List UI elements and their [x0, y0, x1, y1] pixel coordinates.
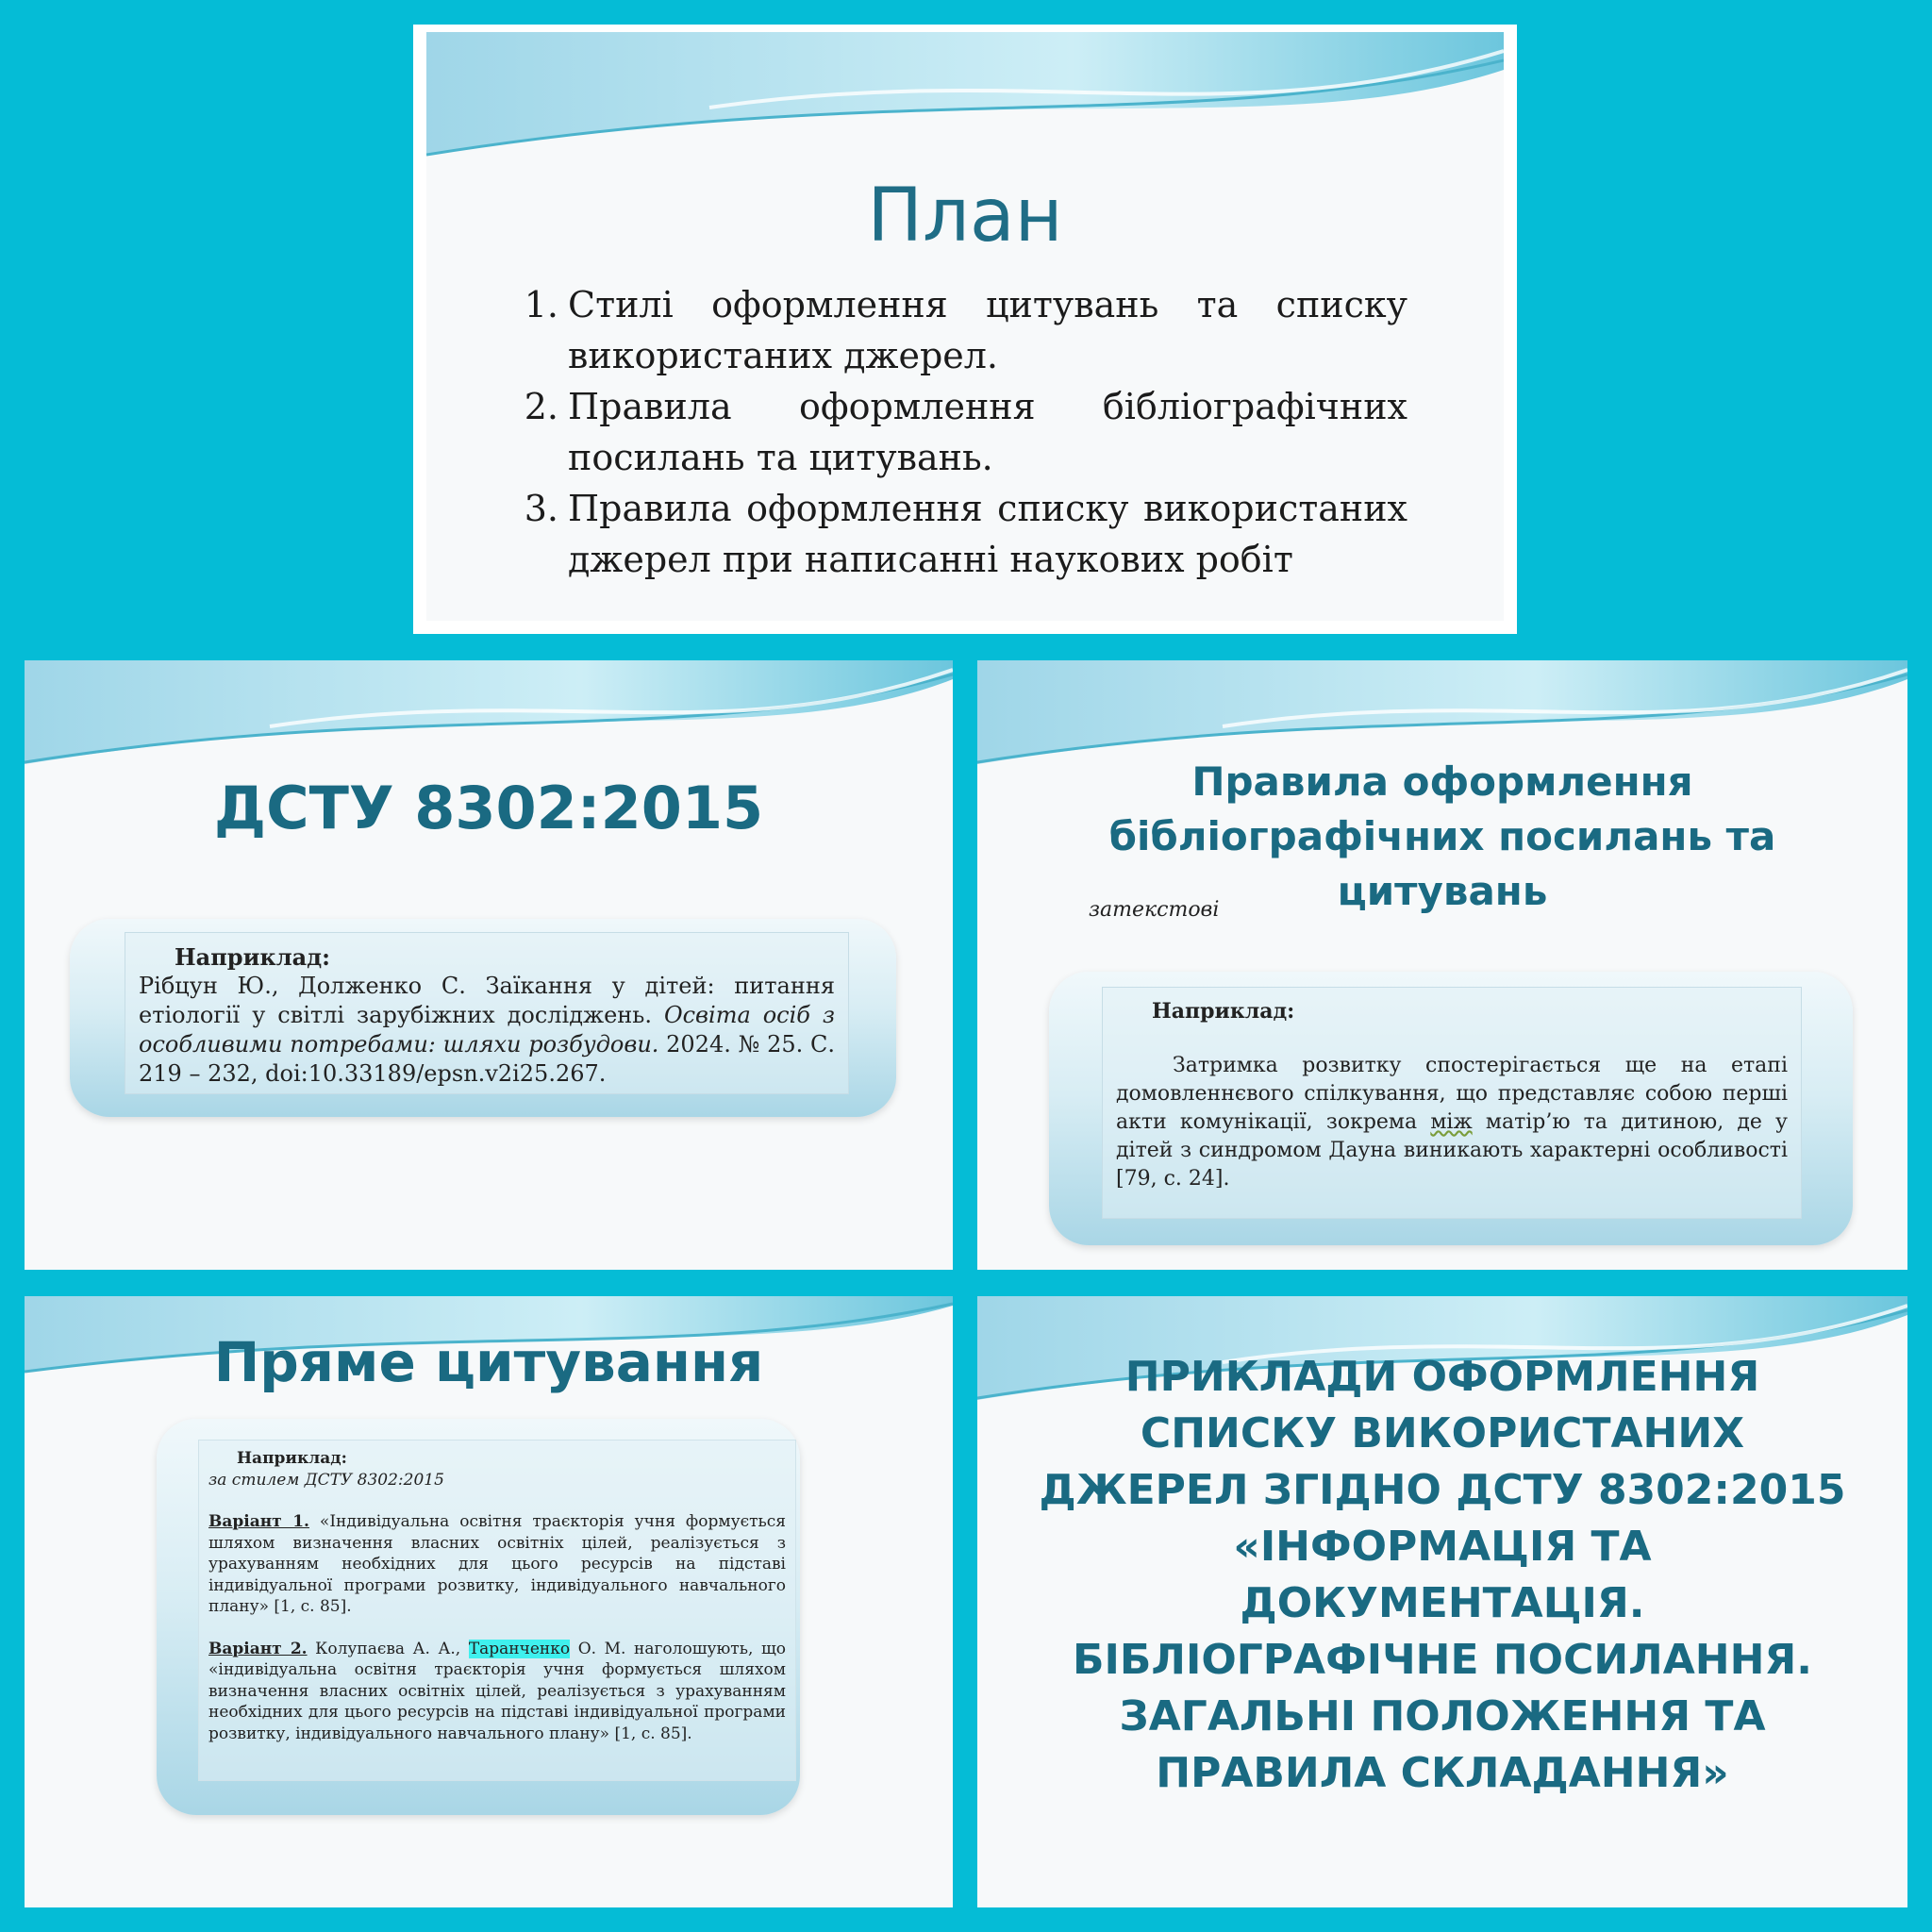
example-box	[157, 1419, 800, 1815]
ref-details: 2024. № 25. С. 219 – 232, doi:10.33189/epsn.v2i25.267.	[139, 1031, 836, 1087]
list-item	[502, 483, 1407, 585]
note-text: затекстові	[1089, 898, 1220, 922]
body-text: матір’ю та дитиною, де у дітей з синдромом Дауна виникають характерні особливості [79, с. 24].	[1116, 1110, 1788, 1191]
slide-plan	[413, 25, 1517, 634]
example-content	[1102, 987, 1802, 1219]
slide-title: ДСТУ 8302:2015	[213, 774, 764, 842]
item-number: 2.	[524, 386, 558, 427]
variant-1	[208, 1511, 786, 1618]
list-item	[502, 381, 1407, 483]
variant-label: Варіант 1.	[208, 1512, 309, 1531]
highlighted-word: Таранченко	[468, 1639, 571, 1658]
example-label: Наприклад:	[237, 1449, 347, 1468]
wave-decoration	[426, 32, 1504, 164]
list-item	[502, 279, 1407, 381]
body-text: Затримка розвитку спостерігається ще на етапі домовленнєвого спілкування, що представляє собою перші акти комунікації, зокрема	[1116, 1054, 1788, 1134]
example-label: Наприклад:	[175, 943, 331, 971]
example-box	[1049, 972, 1853, 1245]
slide-title: Пряме цитування	[213, 1330, 764, 1394]
variant-label: Варіант 2.	[208, 1639, 308, 1658]
slide-title: Правила оформлення бібліографічних посилань та цитувань	[1108, 758, 1776, 914]
example-body	[1116, 1052, 1788, 1193]
variant-text: О. М. наголошують, що «індивідуальна освітня траєкторія учня формується шляхом визначення власних освітніх цілей, реалізується з урахуванням необхідних для цього ресурсів на підставі індивідуальної програми розвитку, індивідуального навчального плану» [1, с. 85].	[208, 1639, 787, 1743]
variant-text: «Індивідуальна освітня траєкторія учня формується шляхом визначення власних освітніх цілей, реалізується з урахуванням необхідних для цього ресурсів на підставі індивідуальної програми розвитку, індивідуального навчального плану» [1, с. 85].	[208, 1512, 786, 1616]
ref-journal: Освіта осіб з особливими потребами: шляхи розбудови.	[139, 1002, 835, 1058]
example-content	[198, 1440, 796, 1781]
variant-2	[208, 1639, 786, 1745]
spellcheck-word: між	[1430, 1110, 1473, 1134]
item-text: Стилі оформлення цитувань та списку використаних джерел.	[568, 284, 1407, 376]
reference-text	[139, 972, 835, 1089]
slide-dstu	[25, 660, 953, 1270]
slide-title: ПРИКЛАДИ ОФОРМЛЕННЯ СПИСКУ ВИКОРИСТАНИХ ДЖЕРЕЛ ЗГІДНО ДСТУ 8302:2015 «ІНФОРМАЦІЯ ТА ДОКУМЕНТАЦІЯ. БІБЛІОГРАФІЧНЕ ПОСИЛАННЯ. ЗАГАЛЬНІ ПОЛОЖЕННЯ ТА ПРАВИЛА СКЛАДАННЯ»	[1039, 1353, 1846, 1797]
item-number: 1.	[524, 284, 558, 325]
item-number: 3.	[524, 488, 558, 529]
wave-decoration	[25, 660, 953, 792]
ref-authors-title: Рібцун Ю., Долженко С. Заїкання у дітей: питання етіології у світлі зарубіжних досліджень.	[139, 973, 835, 1028]
plan-list	[502, 279, 1407, 585]
slide-rules	[977, 660, 1907, 1270]
example-box	[70, 919, 896, 1117]
slide-title: План	[867, 174, 1063, 258]
example-content	[125, 932, 849, 1094]
example-label: Наприклад:	[1152, 999, 1295, 1024]
style-note: за стилем ДСТУ 8302:2015	[208, 1470, 444, 1490]
slide-examples	[977, 1296, 1907, 1907]
variant-text: Колупаєва А. А.,	[307, 1639, 469, 1658]
slide-direct-quotation	[25, 1296, 953, 1907]
item-text: Правила оформлення списку використаних джерел при написанні наукових робіт	[568, 488, 1407, 580]
item-text: Правила оформлення бібліографічних посилань та цитувань.	[568, 386, 1407, 478]
